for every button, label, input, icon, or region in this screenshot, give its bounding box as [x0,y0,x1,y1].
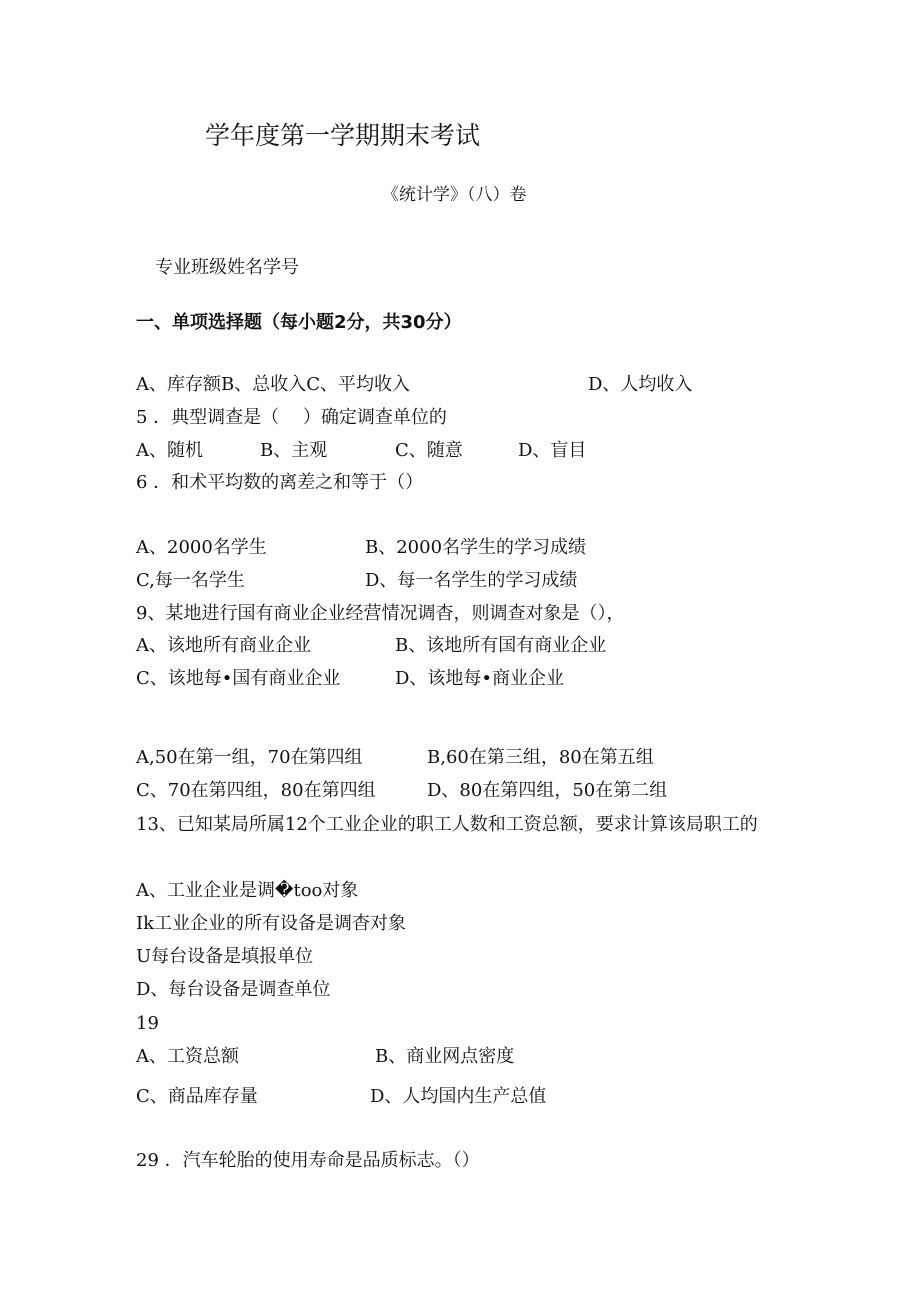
option-a: A、随机 [136,440,203,461]
option-line: A、库存额B、总收入C、平均收入 [136,374,410,395]
option-d: D、盲目 [518,440,587,461]
question-29: 29 ．汽车轮胎的使用寿命是品质标志。（） [136,1150,480,1171]
option-c: C、70在第四组，80在第四组 [136,780,376,801]
section-heading: 一、单项选择题（每小题2分，共30分） [136,312,462,333]
option-b: B、主观 [260,440,328,461]
option-a: A、2000名学生 [136,537,267,558]
exam-subtitle: 《统计学》（八）卷 [382,185,527,205]
option-b: B、2000名学生的学习成绩 [365,537,587,558]
option-d: D、每一名学生的学习成绩 [365,570,578,591]
option-c: U每台设备是填报单位 [136,946,314,967]
option-b: B、该地所有国有商业企业 [395,635,607,656]
exam-title: 学年度第一学期期末考试 [205,121,481,150]
option-a: A、工资总额 [136,1046,239,1067]
question-5: 5 ．典型调查是（ ）确定调查单位的 [136,407,447,428]
question-9: 9、某地进行国有商业企业经营情况调杳，则调查对象是（）， [136,603,625,624]
option-c: C,每一名学生 [136,570,245,591]
option-c: C、随意 [395,440,463,461]
option-a: A、工业企业是调�too对象 [136,880,359,901]
option-d: D、人均收入 [588,374,693,395]
option-d: D、该地每•商业企业 [395,668,565,689]
question-6: 6 ．和术平均数的离差之和等于（） [136,472,424,493]
option-d: D、人均国内生产总值 [370,1086,547,1107]
option-a: A,50在第一组，70在第四组 [136,747,363,768]
option-c: C、该地每•国有商业企业 [136,668,341,689]
option-d: D、每台设备是调查单位 [136,979,331,1000]
option-c: C、商品库存量 [136,1086,258,1107]
option-b: B、商业网点密度 [375,1046,515,1067]
question-13: 13、已知某局所属12个工业企业的职工人数和工资总额，要求计算该局职工的 [136,814,758,835]
option-b: B,60在第三组，80在第五组 [427,747,654,768]
student-info-line: 专业班级姓名学号 [155,257,299,278]
option-a: A、该地所有商业企业 [136,635,311,656]
option-d: D、80在第四组，50在第二组 [427,780,668,801]
option-b: Ik工业企业的所有设备是调杳对象 [136,913,407,934]
question-19-number: 19 [136,1013,159,1034]
